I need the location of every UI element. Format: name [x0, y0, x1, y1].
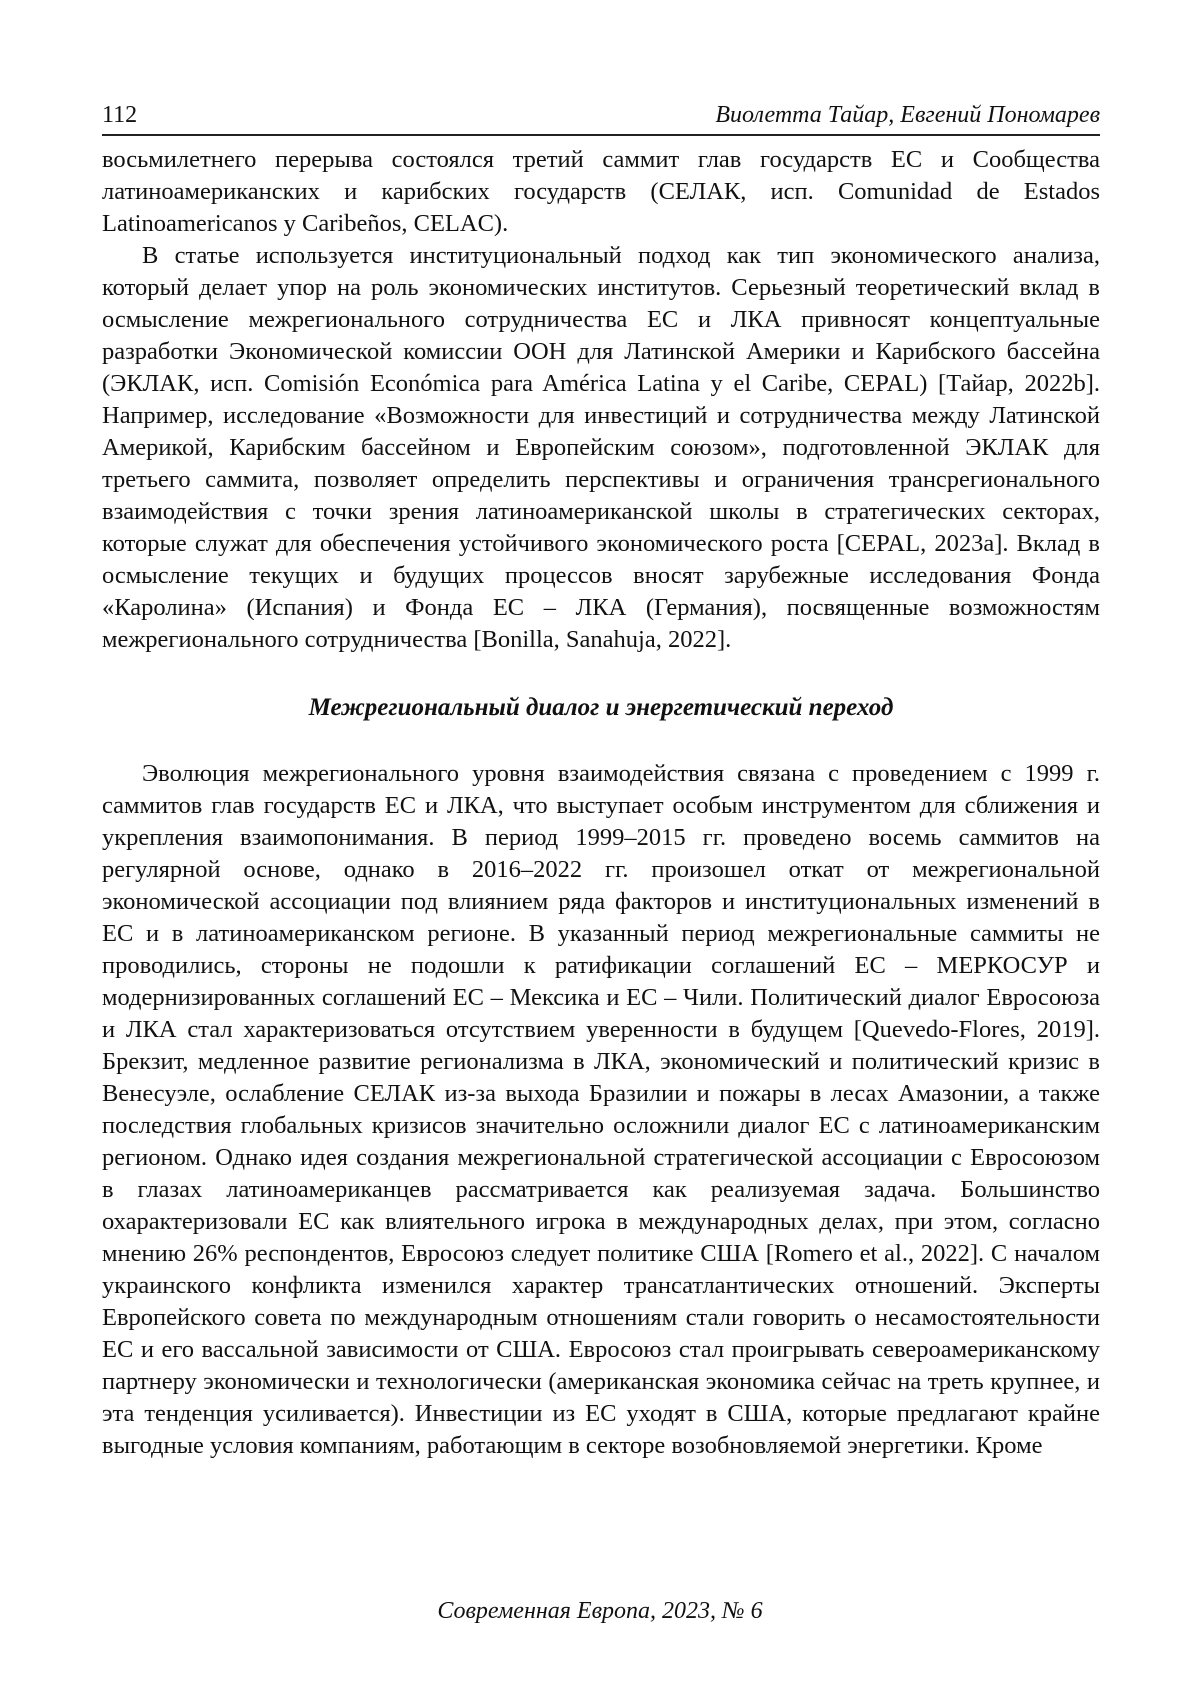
journal-footer: Современная Европа, 2023, № 6 [437, 1598, 763, 1624]
paragraph-continuation: восьмилетнего перерыва состоялся третий саммит глав государств ЕС и Сообщества латиноамериканских и карибских государств (СЕЛАК, исп. Comunidad de Estados Latinoamericanos y Caribeños, CELAC). [102, 146, 1100, 237]
article-body [102, 144, 1100, 1462]
running-head [102, 100, 1100, 136]
section-heading: Межрегиональный диалог и энергетический переход [308, 694, 894, 721]
paragraph-evolution: Эволюция межрегионального уровня взаимодействия связана с проведением с 1999 г. саммитов глав государств ЕС и ЛКА, что выступает особым инструментом для сближения и укрепления взаимопонимания. В период 1999–2015 гг. проведено восемь саммитов на регулярной основе, однако в 2016–2022 гг. произошел откат от межрегиональной экономической ассоциации под влиянием ряда факторов и институциональных изменений в ЕС и в латиноамериканском регионе. В указанный период межрегиональные саммиты не проводились, стороны не подошли к ратификации соглашений ЕС – МЕРКОСУР и модернизированных соглашений ЕС – Мексика и ЕС – Чили. Политический диалог Евросоюза и ЛКА стал характеризоваться отсутствием уверенности в будущем [Quevedo-Flores, 2019]. Брекзит, медленное развитие регионализма в ЛКА, экономический и политический кризис в Венесуэле, ослабление СЕЛАК из-за выхода Бразилии и пожары в лесах Амазонии, а также последствия глобальных кризисов значительно осложнили диалог ЕС с латиноамериканским регионом. Однако идея создания межрегиональной стратегической ассоциации с Евросоюзом в глазах латиноамериканцев рассматривается как реализуемая задача. Большинство охарактеризовали ЕС как влиятельного игрока в международных делах, при этом, согласно мнению 26% респондентов, Евросоюз следует политике США [Romero et al., 2022]. С началом украинского конфликта изменился характер трансатлантических отношений. Эксперты Европейского совета по международным отношениям стали говорить о несамостоятельности ЕС и его вассальной зависимости от США. Евросоюз стал проигрывать североамериканскому партнеру экономически и технологически (американская экономика сейчас на треть крупнее, и эта тенденция усиливается). Инвестиции из ЕС уходят в США, которые предлагают крайне выгодные условия компаниям, работающим в секторе возобновляемой энергетики. Кроме [102, 760, 1100, 1459]
page-number: 112 [102, 102, 138, 128]
page [102, 100, 1100, 1462]
paragraph-methodology: В статье используется институциональный подход как тип экономического анализа, который делает упор на роль экономических институтов. Серьезный теоретический вклад в осмысление межрегионального сотрудничества ЕС и ЛКА привносят концептуальные разработки Экономической комиссии ООН для Латинской Америки и Карибского бассейна (ЭКЛАК, исп. Comisión Económica para América Latina y el Caribe, CEPAL) [Тайар, 2022b]. Например, исследование «Возможности для инвестиций и сотрудничества между Латинской Америкой, Карибским бассейном и Европейским союзом», подготовленной ЭКЛАК для третьего саммита, позволяет определить перспективы и ограничения трансрегионального взаимодействия с точки зрения латиноамериканской школы в стратегических секторах, которые служат для обеспечения устойчивого экономического роста [CEPAL, 2023a]. Вклад в осмысление текущих и будущих процессов вносят зарубежные исследования Фонда «Каролина» (Испания) и Фонда ЕС – ЛКА (Германия), посвященные возможностям межрегионального сотрудничества [Bonilla, Sanahuja, 2022]. [102, 242, 1100, 653]
running-head-authors: Виолетта Тайар, Евгений Пономарев [715, 102, 1100, 128]
